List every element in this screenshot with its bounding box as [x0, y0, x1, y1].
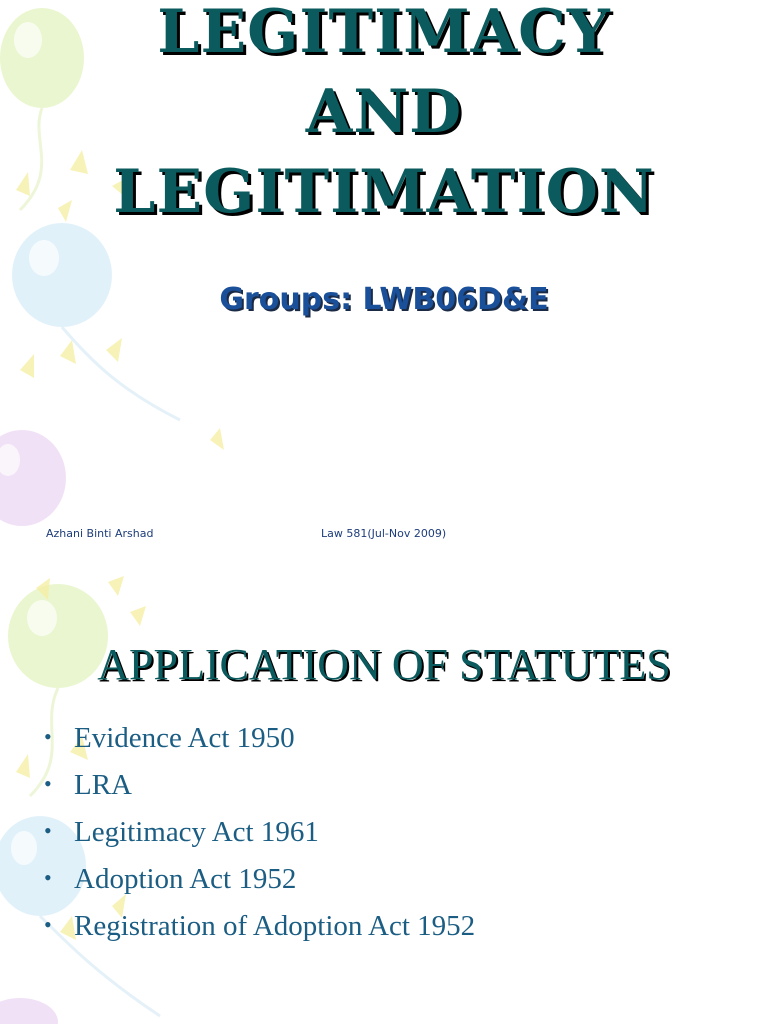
slide-title: APPLICATION OF STATUTES: [97, 640, 671, 689]
list-item-text: Adoption Act 1952: [74, 863, 297, 895]
title-line: LEGITIMATION: [113, 157, 655, 227]
bullet-icon: •: [44, 771, 52, 796]
footer-course: Law 581(Jul-Nov 2009): [321, 527, 447, 540]
list-item: [44, 761, 475, 808]
list-item-text: Legitimacy Act 1961: [74, 816, 319, 848]
title-line: LEGITIMACY: [157, 0, 611, 67]
balloon-icon: [0, 998, 58, 1024]
list-item-text: Registration of Adoption Act 1952: [74, 910, 476, 942]
bullet-icon: •: [44, 724, 52, 749]
slide-title: [0, 0, 768, 232]
list-item-text: LRA: [74, 769, 132, 801]
bullet-icon: •: [44, 912, 52, 937]
list-item-text: Evidence Act 1950: [74, 722, 295, 754]
bullet-icon: •: [44, 818, 52, 843]
bullet-list: [44, 714, 475, 949]
list-item: [44, 808, 475, 855]
title-line: AND: [305, 77, 463, 147]
bullet-icon: •: [44, 865, 52, 890]
footer-author: Azhani Binti Arshad: [46, 527, 154, 540]
slide-subtitle: Groups: LWB06D&E: [219, 282, 549, 317]
content-slide: [0, 576, 768, 1024]
list-item: [44, 902, 475, 949]
list-item: [44, 855, 475, 902]
balloon-icon: [0, 430, 66, 526]
list-item: [44, 714, 475, 761]
